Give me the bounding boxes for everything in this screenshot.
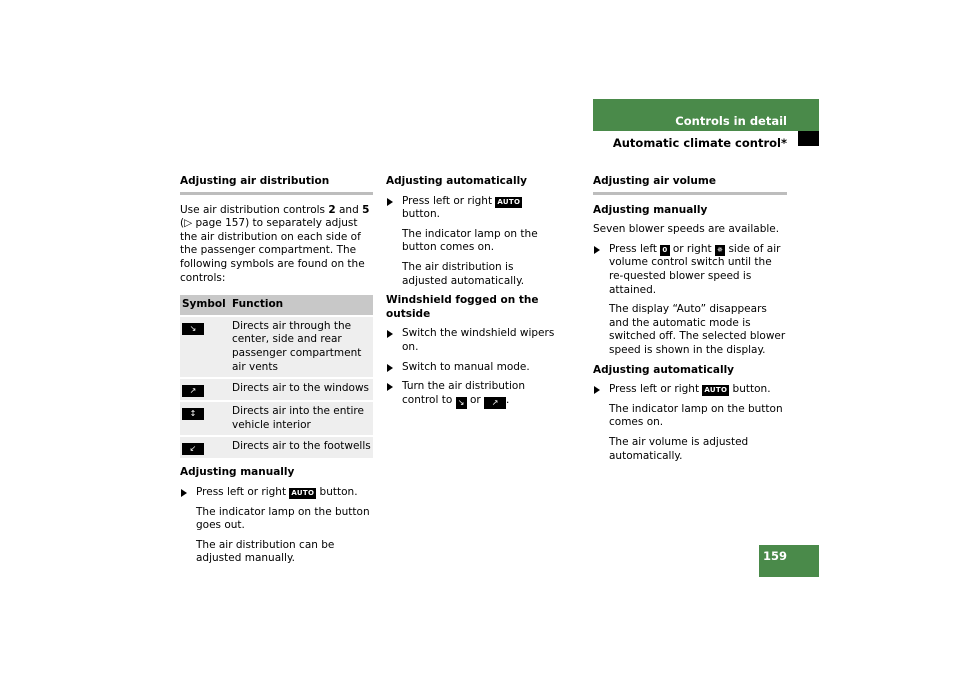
step-text-a: Turn the air distribution control to [402, 380, 526, 406]
function-cell: Directs air to the footwells [230, 436, 373, 458]
step-text-b: button. [316, 485, 358, 498]
intro-and: and [335, 203, 363, 216]
interior-air-icon: ↕ [182, 408, 204, 420]
intro-text-a: Use air distribution controls [180, 203, 329, 216]
symbol-cell [180, 436, 230, 458]
windshield-air-icon: ↗ [484, 397, 506, 409]
table-header-function: Function [230, 295, 373, 316]
table-header-symbol: Symbol [180, 295, 230, 316]
function-cell: Directs air to the windows [230, 378, 373, 401]
auto-key-icon: AUTO [291, 488, 315, 497]
note-lamp-on: The indicator lamp on the button comes on. [609, 402, 783, 429]
auto-key-icon: AUTO [497, 197, 521, 206]
symbol-table [180, 295, 373, 458]
column-air-distribution [180, 175, 373, 572]
page-number-box [759, 545, 819, 577]
blower-speeds-text: Seven blower speeds are available. [593, 223, 780, 236]
step-text-b: button. [402, 208, 440, 221]
note-auto-adjust: The air distribution is adjusted automatically. [402, 260, 525, 287]
note-lamp-on: The indicator lamp on the button comes on. [402, 227, 538, 254]
intro-paragraph [180, 204, 373, 286]
note-volume-adjust: The air volume is adjusted automatically. [609, 435, 749, 462]
heading-adjusting-automatically: Adjusting automatically [386, 175, 528, 187]
windshield-air-icon: ↗ [182, 385, 204, 397]
heading-air-distribution: Adjusting air distribution [180, 175, 373, 195]
step-turn-control [386, 380, 562, 409]
step-wipers-on: Switch the windshield wipers on. [386, 327, 562, 354]
step-text-b: side of air volume control switch until the re-quested blower speed is attained. [609, 242, 781, 296]
function-cell: Directs air through the center, side and rear passenger compartment air vents [230, 316, 373, 378]
subsection-title-box [593, 131, 789, 150]
symbol-cell [180, 401, 230, 436]
auto-key-icon: AUTO [704, 386, 728, 395]
heading-adjusting-automatically: Adjusting automatically [593, 363, 735, 376]
section-header-bar [593, 99, 819, 131]
table-row [180, 316, 373, 378]
vent-air-icon: ↘ [182, 323, 204, 335]
note-manual-adjust: The air distribution can be adjusted manually. [196, 538, 335, 565]
control-ref-5: 5 [362, 203, 370, 216]
heading-adjusting-manually: Adjusting manually [180, 466, 295, 479]
page-number: 159 [762, 549, 787, 563]
column-air-volume [593, 175, 787, 469]
step-text-or: or [466, 393, 485, 406]
table-row [180, 401, 373, 436]
step-text-b: button. [729, 383, 771, 396]
table-header-row [180, 295, 373, 316]
step-press-auto [593, 383, 787, 397]
header-tab-marker [798, 131, 819, 146]
footwell-air-icon: ↙ [182, 443, 204, 455]
symbol-cell [180, 316, 230, 378]
step-manual-mode: Switch to manual mode. [386, 361, 562, 375]
intro-text-b: (▷ page 157) to separately adjust the air distribution on each side of the passenger compartment. The following symbols are found on the controls: [180, 217, 365, 284]
symbol-cell [180, 378, 230, 401]
table-row [180, 378, 373, 401]
vent-air-icon: ↘ [456, 397, 467, 409]
step-text-mid: or right [669, 242, 715, 255]
control-ref-2: 2 [328, 203, 336, 216]
step-text-a: Press left [609, 242, 661, 255]
step-text-a: Press left or right [609, 383, 703, 396]
heading-air-volume: Adjusting air volume [593, 175, 787, 195]
heading-windshield-fogged: Windshield fogged on the outside [386, 294, 539, 320]
column-auto-and-fog [386, 175, 562, 415]
step-text-a: Press left or right [402, 194, 496, 207]
step-press-auto [180, 486, 373, 500]
blower-fan-icon: ✵ [716, 245, 724, 254]
note-lamp-out: The indicator lamp on the button goes out. [196, 505, 370, 532]
note-auto-disappears: The display “Auto” disappears and the automatic mode is switched off. The selected blower speed is shown in the display. [609, 303, 786, 356]
subsection-title: Automatic climate control* [612, 136, 787, 150]
step-text-a: Press left or right [196, 485, 290, 498]
step-press-switch [593, 243, 787, 297]
step-text-end: . [506, 393, 510, 406]
step-press-auto [386, 195, 562, 222]
table-row [180, 436, 373, 458]
function-cell: Directs air into the entire vehicle interior [230, 401, 373, 436]
blower-zero-icon: 0 [662, 245, 668, 254]
heading-adjusting-manually: Adjusting manually [593, 203, 708, 216]
section-title: Controls in detail [675, 114, 787, 128]
